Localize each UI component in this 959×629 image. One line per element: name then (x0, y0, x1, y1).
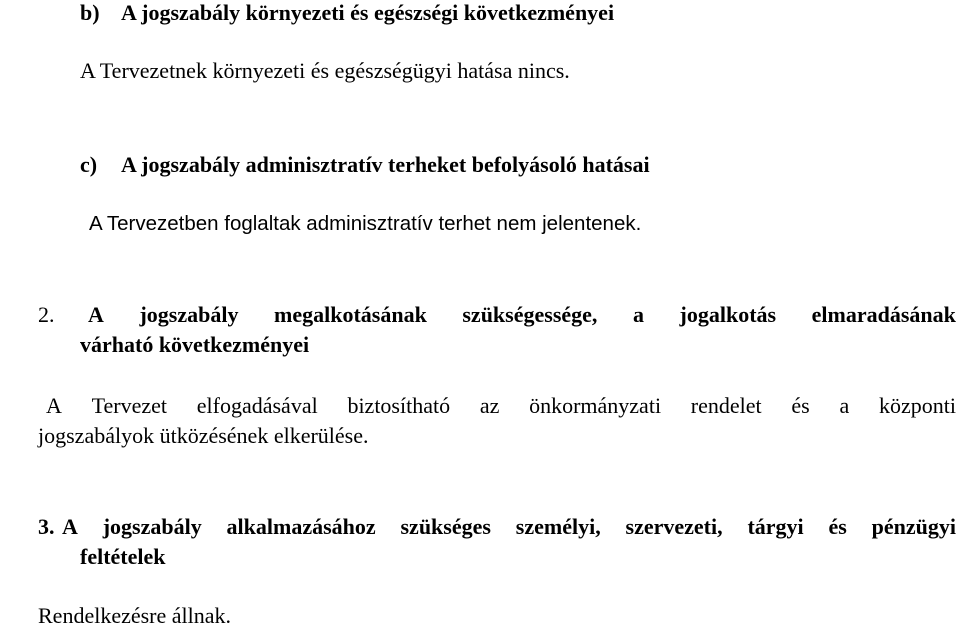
heading-word: jogalkotás (679, 302, 777, 327)
heading-word: elmaradásának (811, 302, 956, 327)
section-b-marker: b) (80, 0, 100, 25)
section-c-marker: c) (80, 152, 98, 177)
heading-word: a (632, 302, 644, 327)
body-word: elfogadásával (196, 393, 318, 418)
body-word: és (791, 393, 810, 418)
section-3-heading-line1 (62, 514, 956, 540)
heading-word: személyi, (515, 514, 601, 539)
section-b-heading: A jogszabály környezeti és egészségi következményei (121, 0, 615, 25)
body-word: önkormányzati (529, 393, 662, 418)
heading-word: alkalmazásához (226, 514, 376, 539)
heading-word: szükséges (400, 514, 491, 539)
body-word: Tervezet (91, 393, 168, 418)
heading-word: szükségessége, (462, 302, 598, 327)
section-3-number: 3. (38, 514, 55, 539)
heading-word: A (88, 302, 104, 327)
section-c-heading: A jogszabály adminisztratív terheket befolyásoló hatásai (121, 152, 650, 177)
section-2-heading-line2: várható következményei (80, 332, 310, 357)
heading-word: A (62, 514, 78, 539)
section-c-body: A Tervezetben foglaltak adminisztratív terhet nem jelentenek. (89, 212, 642, 235)
heading-word: és (828, 514, 847, 539)
body-word: biztosítható (347, 393, 451, 418)
body-word: központi (878, 393, 956, 418)
heading-word: tárgyi (747, 514, 804, 539)
section-2-body-line2: jogszabályok ütközésének elkerülése. (38, 423, 369, 448)
body-word: a (839, 393, 850, 418)
heading-word: jogszabály (139, 302, 239, 327)
section-2-heading-line1 (88, 302, 956, 328)
heading-word: pénzügyi (871, 514, 956, 539)
section-3-body: Rendelkezésre állnak. (38, 603, 232, 628)
heading-word: szervezeti, (625, 514, 723, 539)
heading-word: jogszabály (102, 514, 202, 539)
heading-word: megalkotásának (274, 302, 427, 327)
body-word: rendelet (690, 393, 762, 418)
section-2-body-line1 (46, 393, 956, 419)
body-word: A (46, 393, 62, 418)
section-b-body: A Tervezetnek környezeti és egészségügyi hatása nincs. (80, 58, 570, 83)
body-word: az (479, 393, 500, 418)
section-3-heading-line2: feltételek (80, 544, 166, 569)
section-2-number: 2. (38, 302, 55, 327)
